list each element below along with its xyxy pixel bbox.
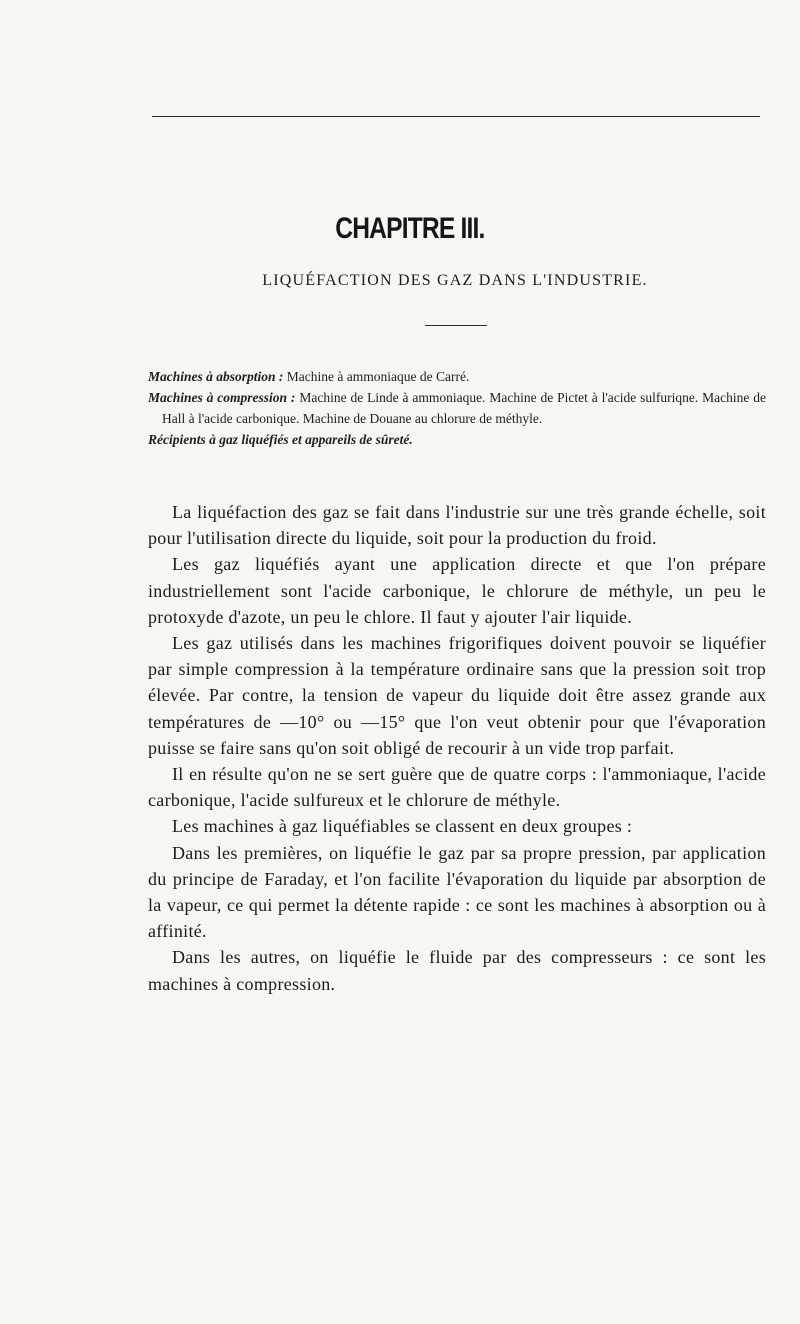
paragraph: Les machines à gaz liquéfiables se classent en deux groupes : xyxy=(172,816,633,837)
chapter-summary xyxy=(148,366,766,450)
paragraph: La liquéfaction des gaz se fait dans l'industrie sur une très grande échelle, soit pour l'utilisation directe du liquide, soit pour la production du froid. xyxy=(148,502,766,549)
chapter-body xyxy=(148,499,766,997)
paragraph: Dans les premières, on liquéfie le gaz par sa propre pression, par application du principe de Faraday, et l'on facilite l'évaporation du liquide par absorption de la vapeur, ce qui permet la détente rapide : ce sont les machines à absorption ou à affinité. xyxy=(148,842,766,942)
paragraph: Il en résulte qu'on ne se sert guère que de quatre corps : l'ammoniaque, l'acide carbonique, l'acide sulfureux et le chlorure de méthyle. xyxy=(148,764,766,811)
summary-label: Récipients à gaz liquéfiés et appareils de sûreté. xyxy=(148,432,413,447)
summary-label: Machines à absorption : xyxy=(148,369,284,384)
chapter-subtitle: LIQUÉFACTION DES GAZ DANS L'INDUSTRIE. xyxy=(262,272,648,289)
summary-item xyxy=(148,429,766,450)
paragraph: Dans les autres, on liquéfie le fluide par des compresseurs : ce sont les machines à compression. xyxy=(148,947,766,994)
summary-label: Machines à compression : xyxy=(148,390,296,405)
summary-text: Machine de Linde à ammoniaque. Machine de Pictet à l'acide sulfuriqne. Machine de Hall à l'acide carbonique. Machine de Douane au chlorure de méthyle. xyxy=(162,390,766,426)
summary-text: Machine à ammoniaque de Carré. xyxy=(283,369,470,384)
summary-item xyxy=(148,387,766,429)
title-separator-rule xyxy=(425,325,487,326)
paragraph: Les gaz liquéfiés ayant une application directe et que l'on prépare industriellement sont l'acide carbonique, le chlorure de méthyle, un peu le protoxyde d'azote, un peu le chlore. Il faut y ajouter l'air liquide. xyxy=(148,554,766,627)
chapter-title: CHAPITRE III. xyxy=(335,212,485,245)
header-rule xyxy=(152,116,760,117)
summary-item xyxy=(148,366,766,387)
paragraph: Les gaz utilisés dans les machines frigorifiques doivent pouvoir se liquéfier par simple compression à la température ordinaire sans que la pression soit trop élevée. Par contre, la tension de vapeur du liquide doit être assez grande aux températures de —10° ou —15° que l'on veut obtenir pour que l'évaporation puisse se faire sans qu'on soit obligé de recourir à un vide trop parfait. xyxy=(148,633,766,758)
